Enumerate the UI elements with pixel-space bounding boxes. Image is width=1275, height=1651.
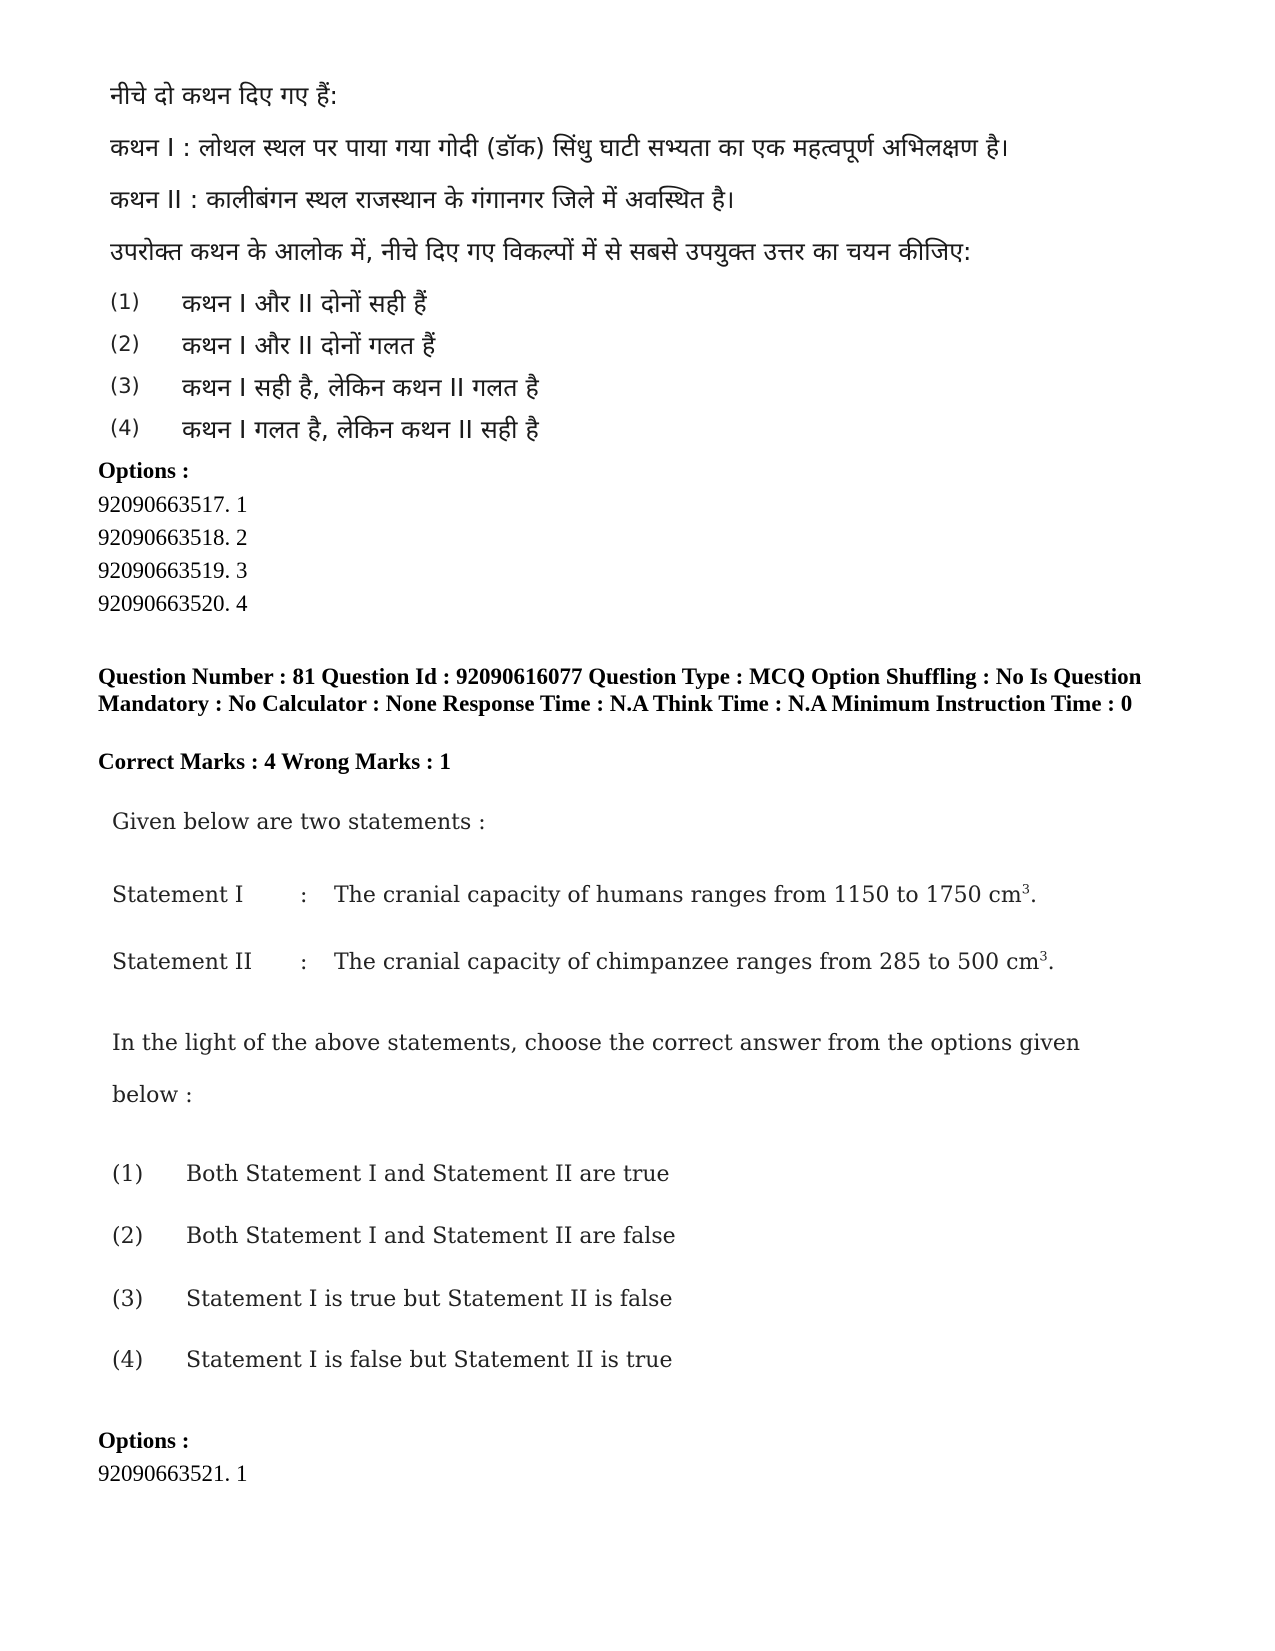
english-statement-2	[112, 950, 1112, 980]
english-instruction-line-1: In the light of the above statements, choose the correct answer from the options given	[112, 1031, 1081, 1056]
english-choice-text: Statement I is true but Statement II is false	[186, 1287, 673, 1312]
english-choice-number: (3)	[112, 1287, 144, 1312]
english-choice-text: Statement I is false but Statement II is true	[186, 1348, 673, 1373]
statement-1-text-body: The cranial capacity of humans ranges from 1150 to 1750 cm	[334, 883, 1022, 908]
hindi-choice-text: कथन I और II दोनों गलत हैं	[182, 331, 436, 360]
english-choice-number: (4)	[112, 1348, 144, 1373]
option-item: 92090663518. 2	[98, 525, 248, 550]
question-marks: Correct Marks : 4 Wrong Marks : 1	[98, 749, 451, 774]
english-statement-1-label: Statement I	[112, 883, 244, 908]
english-instruction-line-2: below :	[112, 1083, 193, 1108]
hindi-statement-2-text: कालीबंगन स्थल राजस्थान के गंगानगर जिले में अवस्थित है।	[206, 185, 735, 214]
english-intro: Given below are two statements :	[112, 810, 486, 835]
question-metadata: Question Number : 81 Question Id : 92090616077 Question Type : MCQ Option Shuffling : No Is Question Mandatory : No Calculator : None Response Time : N.A Think Time : N.A Minimum Instruction Time : 0	[98, 664, 1142, 716]
english-statement-1	[112, 883, 1112, 913]
options-heading: Options :	[98, 458, 190, 483]
option-item: 92090663517. 1	[98, 492, 248, 517]
statement-1-superscript: 3	[1021, 882, 1031, 898]
statement-2-period: .	[1047, 950, 1055, 975]
english-statement-2-label: Statement II	[112, 950, 253, 975]
english-choice-text: Both Statement I and Statement II are true	[186, 1162, 670, 1187]
english-choice-number: (1)	[112, 1162, 144, 1187]
hindi-statement-1-text: लोथल स्थल पर पाया गया गोदी (डॉक) सिंधु घाटी सभ्यता का एक महत्वपूर्ण अभिलक्षण है।	[198, 133, 1009, 162]
english-choice-number: (2)	[112, 1224, 144, 1249]
hindi-choice-number: (2)	[110, 332, 140, 356]
statement-separator: :	[300, 883, 308, 908]
option-item: 92090663521. 1	[98, 1461, 248, 1486]
english-statement-1-text	[334, 883, 1037, 908]
hindi-instruction: उपरोक्त कथन के आलोक में, नीचे दिए गए विकल्पों में से सबसे उपयुक्त उत्तर का चयन कीजिए:	[110, 237, 972, 266]
english-statement-2-text	[334, 950, 1055, 975]
statement-1-period: .	[1030, 883, 1038, 908]
hindi-statement-1	[110, 130, 1009, 164]
english-choice-text: Both Statement I and Statement II are false	[186, 1224, 676, 1249]
option-item: 92090663519. 3	[98, 558, 248, 583]
options-heading: Options :	[98, 1428, 190, 1453]
hindi-choice-number: (1)	[110, 290, 140, 314]
hindi-intro: नीचे दो कथन दिए गए हैं:	[110, 81, 338, 110]
option-item: 92090663520. 4	[98, 591, 248, 616]
statement-separator: :	[300, 950, 308, 975]
hindi-choice-text: कथन I और II दोनों सही हैं	[182, 289, 427, 318]
hindi-choice-text: कथन I सही है, लेकिन कथन II गलत है	[182, 373, 539, 402]
hindi-choice-number: (3)	[110, 374, 140, 398]
hindi-statement-1-label: कथन I :	[110, 133, 191, 162]
statement-2-text-body: The cranial capacity of chimpanzee ranges from 285 to 500 cm	[334, 950, 1040, 975]
hindi-choice-number: (4)	[110, 416, 140, 440]
hindi-statement-2	[110, 182, 735, 216]
hindi-statement-2-label: कथन II :	[110, 185, 199, 214]
hindi-choice-text: कथन I गलत है, लेकिन कथन II सही है	[182, 415, 539, 444]
statement-2-superscript: 3	[1039, 949, 1048, 965]
